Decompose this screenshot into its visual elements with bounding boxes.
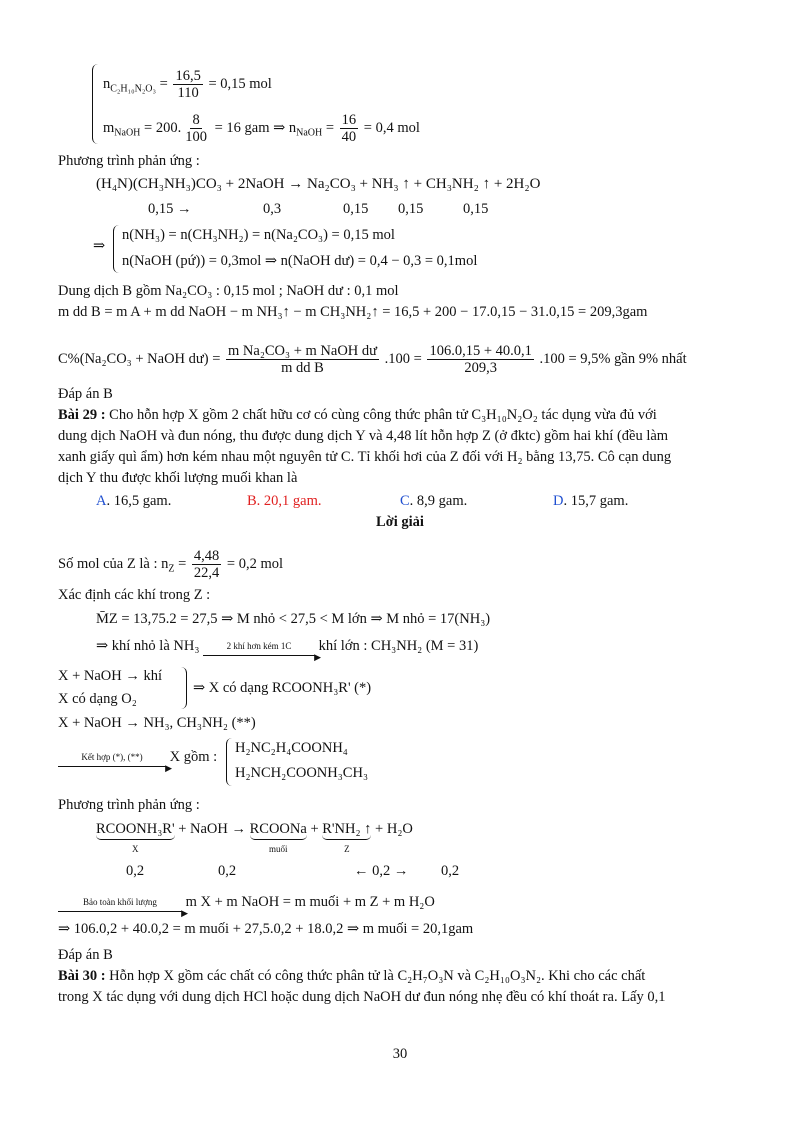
mole-calc-line: $n_{C_2H_{10}N_2O_3}$ = $\frac{16,5}{110}$ = 0,15 mol (103, 68, 272, 101)
mole-value: 0,2 (441, 863, 460, 879)
page-number: 30 (392, 1046, 408, 1062)
problem-29-line: xanh giấy quì ẩm) hơn kém nhau một nguyên tử C. Tỉ khối hơi của Z đối với H₂ bằng 13,75. Cô cạn dung (58, 449, 672, 465)
mole-value: ← 0,2 → (354, 863, 409, 879)
reaction-equation: (H₄N)(CH₃NH₃)CO₃ + 2NaOH → Na₂CO₃ + NH₃ ↑ + CH₃NH₂ ↑ + 2H₂O (96, 176, 541, 192)
solution-title: Lời giải (376, 514, 424, 530)
condition-line: X + NaOH → khí (58, 668, 163, 684)
mole-value: 0,2 (126, 863, 145, 879)
problem-label: Bài 30 : (58, 968, 106, 984)
answer-line: Đáp án B (58, 947, 113, 963)
mass-b-equation: m dd B = m A + m dd NaOH − m NH₃↑ − m CH₃NH₂↑ = 16,5 + 200 − 17.0,15 − 31.0,15 = 209,3gam (58, 304, 648, 320)
mole-value: 0,15 (398, 201, 424, 217)
compound-formula: H₂NC₂H₄COONH₄ (235, 740, 348, 756)
condition-line: X có dạng O₂ (58, 691, 137, 707)
condition-result: ⇒ X có dạng RCOONH₃R' (*) (193, 680, 372, 696)
condition-line: X + NaOH → NH₃, CH₃NH₂ (**) (58, 715, 256, 731)
option-d: D. 15,7 gam. (553, 493, 629, 509)
problem-30-line: Bài 30 : Hỗn hợp X gồm các chất có công thức phân tử là C₂H₇O₃N và C₂H₁₀O₃N₂. Khi cho các chất (58, 968, 646, 984)
system-line: n(NaOH (pứ)) = 0,3mol ⇒ n(NaOH dư) = 0,4 − 0,3 = 0,1mol (122, 253, 478, 269)
conservation-line: Bảo toàn khối lượng ▶ m X + m NaOH = m muối + m Z + m H₂O (58, 893, 435, 912)
mole-value: 0,15 (343, 201, 369, 217)
gas-heading: Xác định các khí trong Z : (58, 587, 211, 603)
molar-mass-line: M̄Z = 13,75.2 = 27,5 ⇒ M nhỏ < 27,5 < M lớn ⇒ M nhỏ = 17(NH₃) (96, 611, 491, 627)
solution-b-text: Dung dịch B gồm Na₂CO₃ : 0,15 mol ; NaOH dư : 0,1 mol (58, 283, 399, 299)
mole-value: 0,15 (463, 201, 489, 217)
combine-brace (226, 738, 233, 786)
naoh-calc-line: $m_{NaOH} = 200$. $\frac{8}{100}$ = 16 gam ⇒ $n_{NaOH}$ = $\frac{16}{40}$ = 0,4 mol (103, 112, 420, 145)
system-brace (113, 225, 120, 273)
concentration-equation: C%(Na₂CO₃ + NaOH dư) = m Na₂CO₃ + m NaOH dư m dd B .100 = $\frac{106.0,15 + 40.0,1}{209,3}$ .100 = 9,5% gần 9% nhất (58, 343, 687, 376)
system-brace (92, 64, 99, 144)
option-c: C. 8,9 gam. (400, 493, 468, 509)
mole-value: 0,2 (218, 863, 237, 879)
answer-line: Đáp án B (58, 386, 113, 402)
nz-equation: Số mol của Z là : $n_Z$ = $\frac{4,48}{22,4}$ = 0,2 mol (58, 548, 284, 581)
implies-sign: ⇒ (93, 238, 106, 254)
mole-value: 0,15 → (148, 201, 192, 217)
system-line: n(NH₃) = n(CH₃NH₂) = n(Na₂CO₃) = 0,15 mol (122, 227, 395, 243)
condition-brace (180, 667, 187, 709)
problem-29-line: dịch Y thu được khối lượng muối khan là (58, 470, 298, 486)
reaction-heading: Phương trình phản ứng : (58, 797, 200, 813)
reaction-2: RCOONH₃R' X + NaOH → RCOONa muối + R'NH₂ ↑ Z + H₂O (96, 821, 413, 854)
mole-value: 0,3 (263, 201, 282, 217)
problem-30-line: trong X tác dụng với dung dịch HCl hoặc dung dịch NaOH dư đun nóng nhẹ đều có khí thoát ra. Lấy 0,1 (58, 989, 666, 1005)
problem-29-line: Bài 29 : Cho hỗn hợp X gồm 2 chất hữu cơ có cùng công thức phân tử C₃H₁₀N₂O₂ tác dụng vừa đủ với (58, 407, 657, 423)
combine-line: Kết hợp (*), (**) ▶ X gồm : (58, 748, 217, 767)
problem-29-line: dung dịch NaOH và đun nóng, thu được dung dịch Y và 4,48 lít hỗn hợp Z (ở đktc) gồm hai khí (đều làm (58, 428, 669, 444)
reaction-heading: Phương trình phản ứng : (58, 153, 200, 169)
option-a: A. 16,5 gam. (96, 493, 172, 509)
compound-formula: H₂NCH₂COONH₃CH₃ (235, 765, 369, 781)
final-equation: ⇒ 106.0,2 + 40.0,2 = m muối + 27,5.0,2 + 18.0,2 ⇒ m muối = 20,1gam (58, 921, 474, 937)
gas-identification: ⇒ khí nhỏ là NH₃ 2 khí hơn kém 1C ▶ khí lớn : CH₃NH₂ (M = 31) (96, 637, 478, 656)
option-b: B. 20,1 gam. (247, 493, 322, 509)
problem-label: Bài 29 : (58, 407, 106, 423)
